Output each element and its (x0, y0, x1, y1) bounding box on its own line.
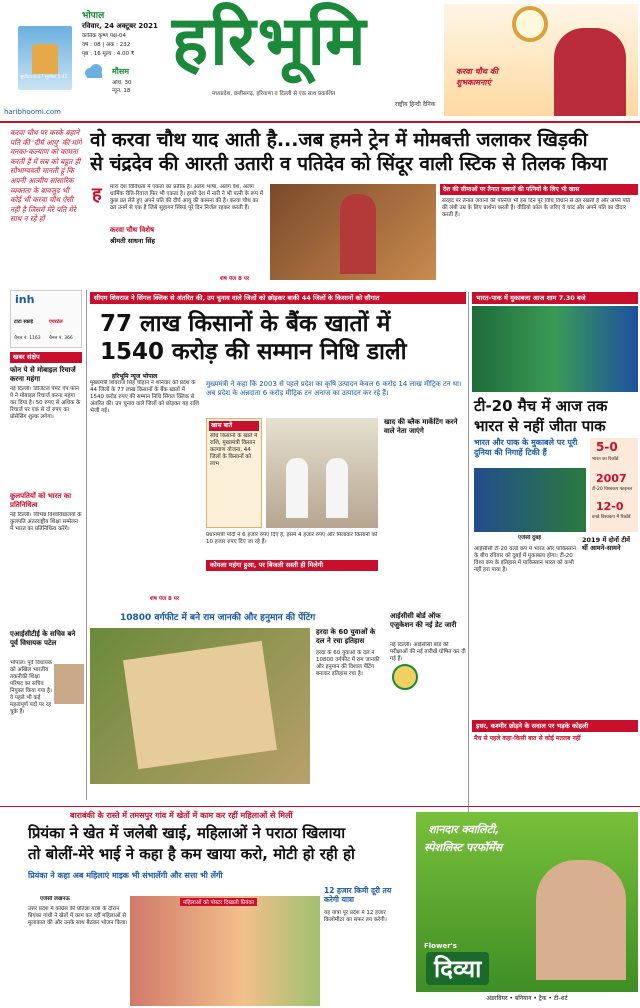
kohli-strap: इधर, कश्मीर छोड़ने के सवाल पर भड़के कोहली (472, 720, 638, 732)
masthead-subtitle: मध्यप्रदेश, छत्तीसगढ़, हरियाणा व दिल्ली से एक साथ प्रकाशित (212, 91, 336, 97)
lead-kicker: करवा चौथ विशेष (110, 226, 155, 234)
kisan-sub-body (206, 574, 378, 606)
kisan-box-body: सीधे किसानों के खाते में राशि, मुख्यमंत्री किसान कल्याण योजना, 44 जिलों के किसानों को लाभ (210, 433, 258, 467)
divya-maker: Flower's (424, 942, 457, 950)
khabar-title: खबर संक्षेप (10, 352, 82, 363)
priyanka-sub: प्रियंका ने कहा अब महिलाएं माइक भी संभालेंगी और सत्ता भी लेंगी (28, 871, 223, 880)
lead-body: मारा देश विविधता में एकता का प्रतीक है। अलग भाषा, अलग वेश, अलग धार्मिक रीति-रिवाज फिर भी एकता है। हमारे देश में नारी ने भी पत्नी के रूप में कुछ व्रत लेते हुए अपने पति की दीर्घ आयु की कामना की है। करवा चौथ का व्रत उनमें से एक है जिसे सुहागन स्त्रियां पूरे दिन निर्जल रहकर करती हैं। (110, 184, 263, 211)
kisan-continued[interactable]: शेष पेज 8 पर (150, 596, 180, 602)
divya-line-2: स्पेशलिस्ट परफॉर्मेंस (424, 841, 503, 854)
website[interactable]: haribhoomi.com (4, 108, 61, 116)
year: 2007 (596, 472, 627, 485)
max-temp: 30 (124, 80, 132, 86)
cloud-icon (82, 63, 106, 79)
airtel-channel: चैनल नं. 366 (49, 336, 73, 341)
odi-label: वनडे विश्वकप में रिकॉर्ड (592, 515, 631, 520)
players-photo (474, 468, 586, 532)
cricket-body: आईसीसी टी-20 वर्ल्ड कप में भारत और पाकिस्तान के बीच रविवार को दुबई में मुकाबला होगा। टी-20 विश्व कप के इतिहास में पाकिस्तान भारत को कभी नहीं हरा पाया है। (474, 546, 576, 573)
left-quote: करवा चौथ पर करके बहाने पति की 'दीर्घ आयु' की मांगे मनका-कल्याण को कामना करती हैं में सब को बहुत ही सौभाग्यवती मानती हूं कि अपनी आत्मीय सांसारिक व्यक्तता के बावजूद भी कोई भी करवा चौथ ऐसी नहीं है जिसमें मेरे पति मेरे साथ न रहे हों (10, 128, 82, 224)
side-top-strap: देश की सीमाओं पर तैनात जवानों की पत्नियों के लिए भी खास (440, 184, 638, 195)
woman-photo (554, 28, 626, 116)
khabar-item-3-head: एआईसीटीई के सचिव बने पूर्व विधायक पटेल (10, 630, 76, 647)
karwa-promo (444, 4, 638, 116)
lead-continued[interactable]: शेष पेज 8 पर (220, 276, 250, 282)
min-temp: 18 (123, 88, 131, 94)
priyanka-headline-1: प्रियंका ने खेत में जलेबी खाई, महिलाओं ने पराठा खिलाया (28, 824, 346, 842)
inh-ad (10, 290, 82, 348)
divya-footer: अंडरवियर • बनियान • ट्रैक • टी-शर्ट (416, 992, 638, 1006)
vikram-samvat: कार्तिक कृष्ण पक्ष-04 (82, 33, 126, 39)
kisan-caption: प्रधानमंत्री मोदी ने 6 हजार रुपए दिए हैं, इसमें 4 हजार रुपए और मिलाकर किसानों को 10 हजार रुपए दिए जा रहे हैं। (206, 532, 378, 545)
khabar-item-2-body: नई दिल्ली। विभिन्न विश्वविद्यालयों के कुलपति अंतरराष्ट्रीय शिक्षा सम्मेलन में भारत का प्रतिनिधित्व करेंगे। (10, 512, 82, 532)
divya-line-1: शानदार क्वालिटी, (428, 823, 500, 836)
painting-strap: 10800 वर्गफीट में बने राम जानकी और हनुमान की पेंटिंग (120, 613, 316, 623)
date: रविवार, 24 अक्टूबर 2021 (82, 22, 158, 30)
cricket-headline: टी-20 मैच में आज तक भारत से नहीं जीता पाक (474, 397, 608, 435)
priyanka-headline-2: तो बोलीं-मेरे भाई ने कहा है कम खाया करो, मोटी हो रही हो (28, 845, 355, 863)
priyanka-photo-caption: महिलाओं को पोस्टर दिखाती प्रियंका (180, 898, 257, 906)
sanjay-photo (536, 860, 626, 980)
divya-ad (416, 812, 638, 1006)
side-top-body: सरहद पर तैनात जवानों की पत्नियां भी इस दिन पूरे विधि विधान से व्रत रखती हैं और अपने पति की लंबी उम्र के लिए प्रार्थना करती हैं। वीडियो कॉल के जरिए वे चांद और अपने पति का दीदार करती हैं। (442, 198, 631, 218)
year-issue: वर्ष : 08 | अंक : 232 (82, 42, 131, 48)
priyanka-rule (0, 806, 640, 807)
painting-mid-body: हरदा के 60 युवाओं के दल ने 10800 वर्गफीट में राम जानकी और हनुमान की विशाल पेंटिंग बनाकर इतिहास रचा है। (316, 650, 380, 677)
cricket-fans-photo (472, 306, 638, 392)
weather-label: मौसम (112, 67, 130, 76)
cricket-strap: भारत-पाक में मुकाबला आज शाम 7.30 बजे (472, 292, 638, 304)
priyanka-body: उत्तर प्रदेश में कांग्रेस की प्रतिज्ञा यात्रा के दौरान प्रियंका गांधी ने खेतों में काम कर रहीं महिलाओं से मुलाकात की और उनके साथ बैठकर भोजन किया। (28, 906, 128, 926)
year-label: टी-20 विश्वकप फाइनल (592, 487, 633, 492)
tata-sky: टाटा स्काई (14, 319, 33, 325)
cm-photo (266, 418, 378, 528)
inh-brand: inh (15, 293, 35, 306)
tata-channel: चैनल नं. 1163 (14, 336, 41, 341)
lead-headline-1: वो करवा चौथ याद आती है...जब हमने ट्रेन में मोमबत्ती जलाकर खिड़की (90, 129, 588, 151)
kisan-divider (468, 292, 469, 812)
khabar-item-1-head: फोन पे से मोबाइल रिचार्ज करना महंगा (10, 366, 76, 383)
score: 5-0 (596, 440, 618, 454)
lead-author: श्रीमती साधना सिंह (110, 237, 155, 245)
painting-right-body: नई दिल्ली। आईसीसी बोर्ड की परीक्षाओं की नई तारीखें घोषित कर दी गई हैं। (390, 642, 466, 662)
moon-sieve-icon (512, 6, 548, 42)
masthead-tagline: राष्ट्रीय हिन्दी दैनिक (395, 101, 436, 108)
masthead (0, 0, 640, 122)
kisan-headline-1: 77 लाख किसानों के बैंक खातों में (100, 311, 391, 337)
painting-right-head: आईसीसी बोर्ड ऑफ एजुकेशन की नई डेट जारी (390, 612, 457, 629)
kohli-body (474, 744, 638, 794)
masthead-rule (0, 121, 640, 123)
kisan-body: मुख्यमंत्री शिवराज सिंह चौहान ने शनिवार को प्रदेश के 44 जिलों के 77 लाख किसानों के बैंक खातों में 1540 करोड़ रुपए की सम्मान निधि सिंगल क्लिक से अंतरित की। उप चुनाव वाले जिलों को छोड़कर यह राशि भेजी गई। (90, 380, 199, 414)
cricket-side-head: 2019 में दोनों टीमें थीं आमने-सामने (582, 536, 631, 552)
kisan-headline-2: 1540 करोड़ की सम्मान निधि डाली (100, 339, 407, 365)
painting-photo (90, 628, 310, 784)
kisan-byline: हरिभूमि न्यूज भोपाल (112, 373, 158, 380)
yatra-head: 12 हजार किमी दूरी तय करेगी यात्रा (324, 886, 392, 904)
kisan-quote: मुख्यमंत्री ने कहा कि 2003 से पहले प्रदेश का कृषि उत्पादन केवल 6 करोड़ 14 लाख मीट्रिक टन था। अब प्रदेश के अन्नदाता 6 करोड़ मीट्रिक टन अनाज का उत्पादन कर रहे हैं। (206, 380, 462, 397)
left-column-divider (86, 290, 87, 800)
kisan-box-title: खास बातें (209, 421, 259, 431)
city: भोपाल (82, 11, 105, 21)
khabar-item-3-body: भोपाल। पूर्व विधायक को अखिल भारतीय तकनीकी शिक्षा परिषद का सचिव नियुक्त किया गया है। वे पहले भी कई महत्वपूर्ण पदों पर रह चुके हैं। (10, 660, 53, 715)
kohli-sub: मैच से पहले कहा-किसी बात से कोई मतलब नहीं (474, 735, 581, 742)
max-temp-label: अधि. (112, 80, 123, 86)
kisan-side-head: खाद की ब्लैक मार्केटिंग करने वाले नेता जाएंगे (384, 418, 458, 435)
odi: 12-0 (596, 500, 624, 513)
score-label: भारत का रिकॉर्ड (592, 457, 619, 462)
painting-mid-head: हरदा के 60 युवाओं के दल ने रचा इतिहास (316, 628, 376, 645)
airtel: एयरटेल (49, 319, 63, 325)
masthead-logo: हरिभूमि (172, 1, 368, 81)
min-temp-label: न्यून. (112, 88, 122, 94)
pages-price: पृष्ठ : 16 मूल्य : 4.00 ₹ (82, 51, 135, 57)
kisan-strap: सीएम शिवराज ने सिंगल क्लिक से अंतरित की, उप चुनाव वाले जिलों को छोड़कर बाकी 44 जिलों के किसानों को सौगात (90, 292, 466, 304)
cricket-agency: एजेंसी दुबई (518, 535, 541, 541)
cricket-sub: भारत और पाक के मुकाबले पर पूरी दुनिया की निगाहें टिकी हैं (474, 438, 578, 457)
kisan-box (206, 418, 262, 528)
yatra-body: यह यात्रा पूरे प्रदेश में 12 हजार किलोमीटर का सफर तय करेगी। (324, 910, 387, 923)
lead-dropcap: ह (92, 184, 102, 205)
dcgi-logo (392, 664, 418, 690)
score-box (590, 438, 638, 532)
khabar-item-2-head: कुलपतियों को भारत का प्रतिनिधित्व (10, 492, 72, 509)
promo-text: करवा चौथ की शुभकामनाएं (456, 67, 498, 87)
kisan-sub-strap: कोयला महंगा हुआ, पर बिजली सस्ती ही मिलेगी (206, 560, 378, 571)
weather-thumbnail (18, 26, 72, 90)
priyanka-byline: एजेंसी लखनऊ (40, 896, 70, 902)
lead-headline-2: से चंद्रदेव की आरती उतारी व पतिदेव को सिंदूर वाली स्टिक से तिलक किया (90, 153, 608, 175)
priyanka-strap: बाराबंकी के रास्ते में तमसपुर गांव में खेतों में काम कर रहीं महिलाओं से मिलीं (70, 811, 293, 820)
divya-brand: दिव्या (426, 952, 489, 985)
lead-photo (270, 184, 436, 280)
sunrise-text: सूर्योदय 6:27 सूर्यास्त 5:45 (20, 75, 68, 80)
khabar-item-1-body: नई दिल्ली। डिजिटल पेमेंट ऐप फोन पे ने मोबाइल रिचार्ज करना महंगा कर दिया है। 50 रुपए से अधिक के रिचार्ज पर एक से दो रुपए का प्रोसेसिंग शुल्क लगेगा। (10, 386, 81, 420)
patel-photo (54, 664, 84, 704)
priyanka-photo (130, 896, 320, 1006)
